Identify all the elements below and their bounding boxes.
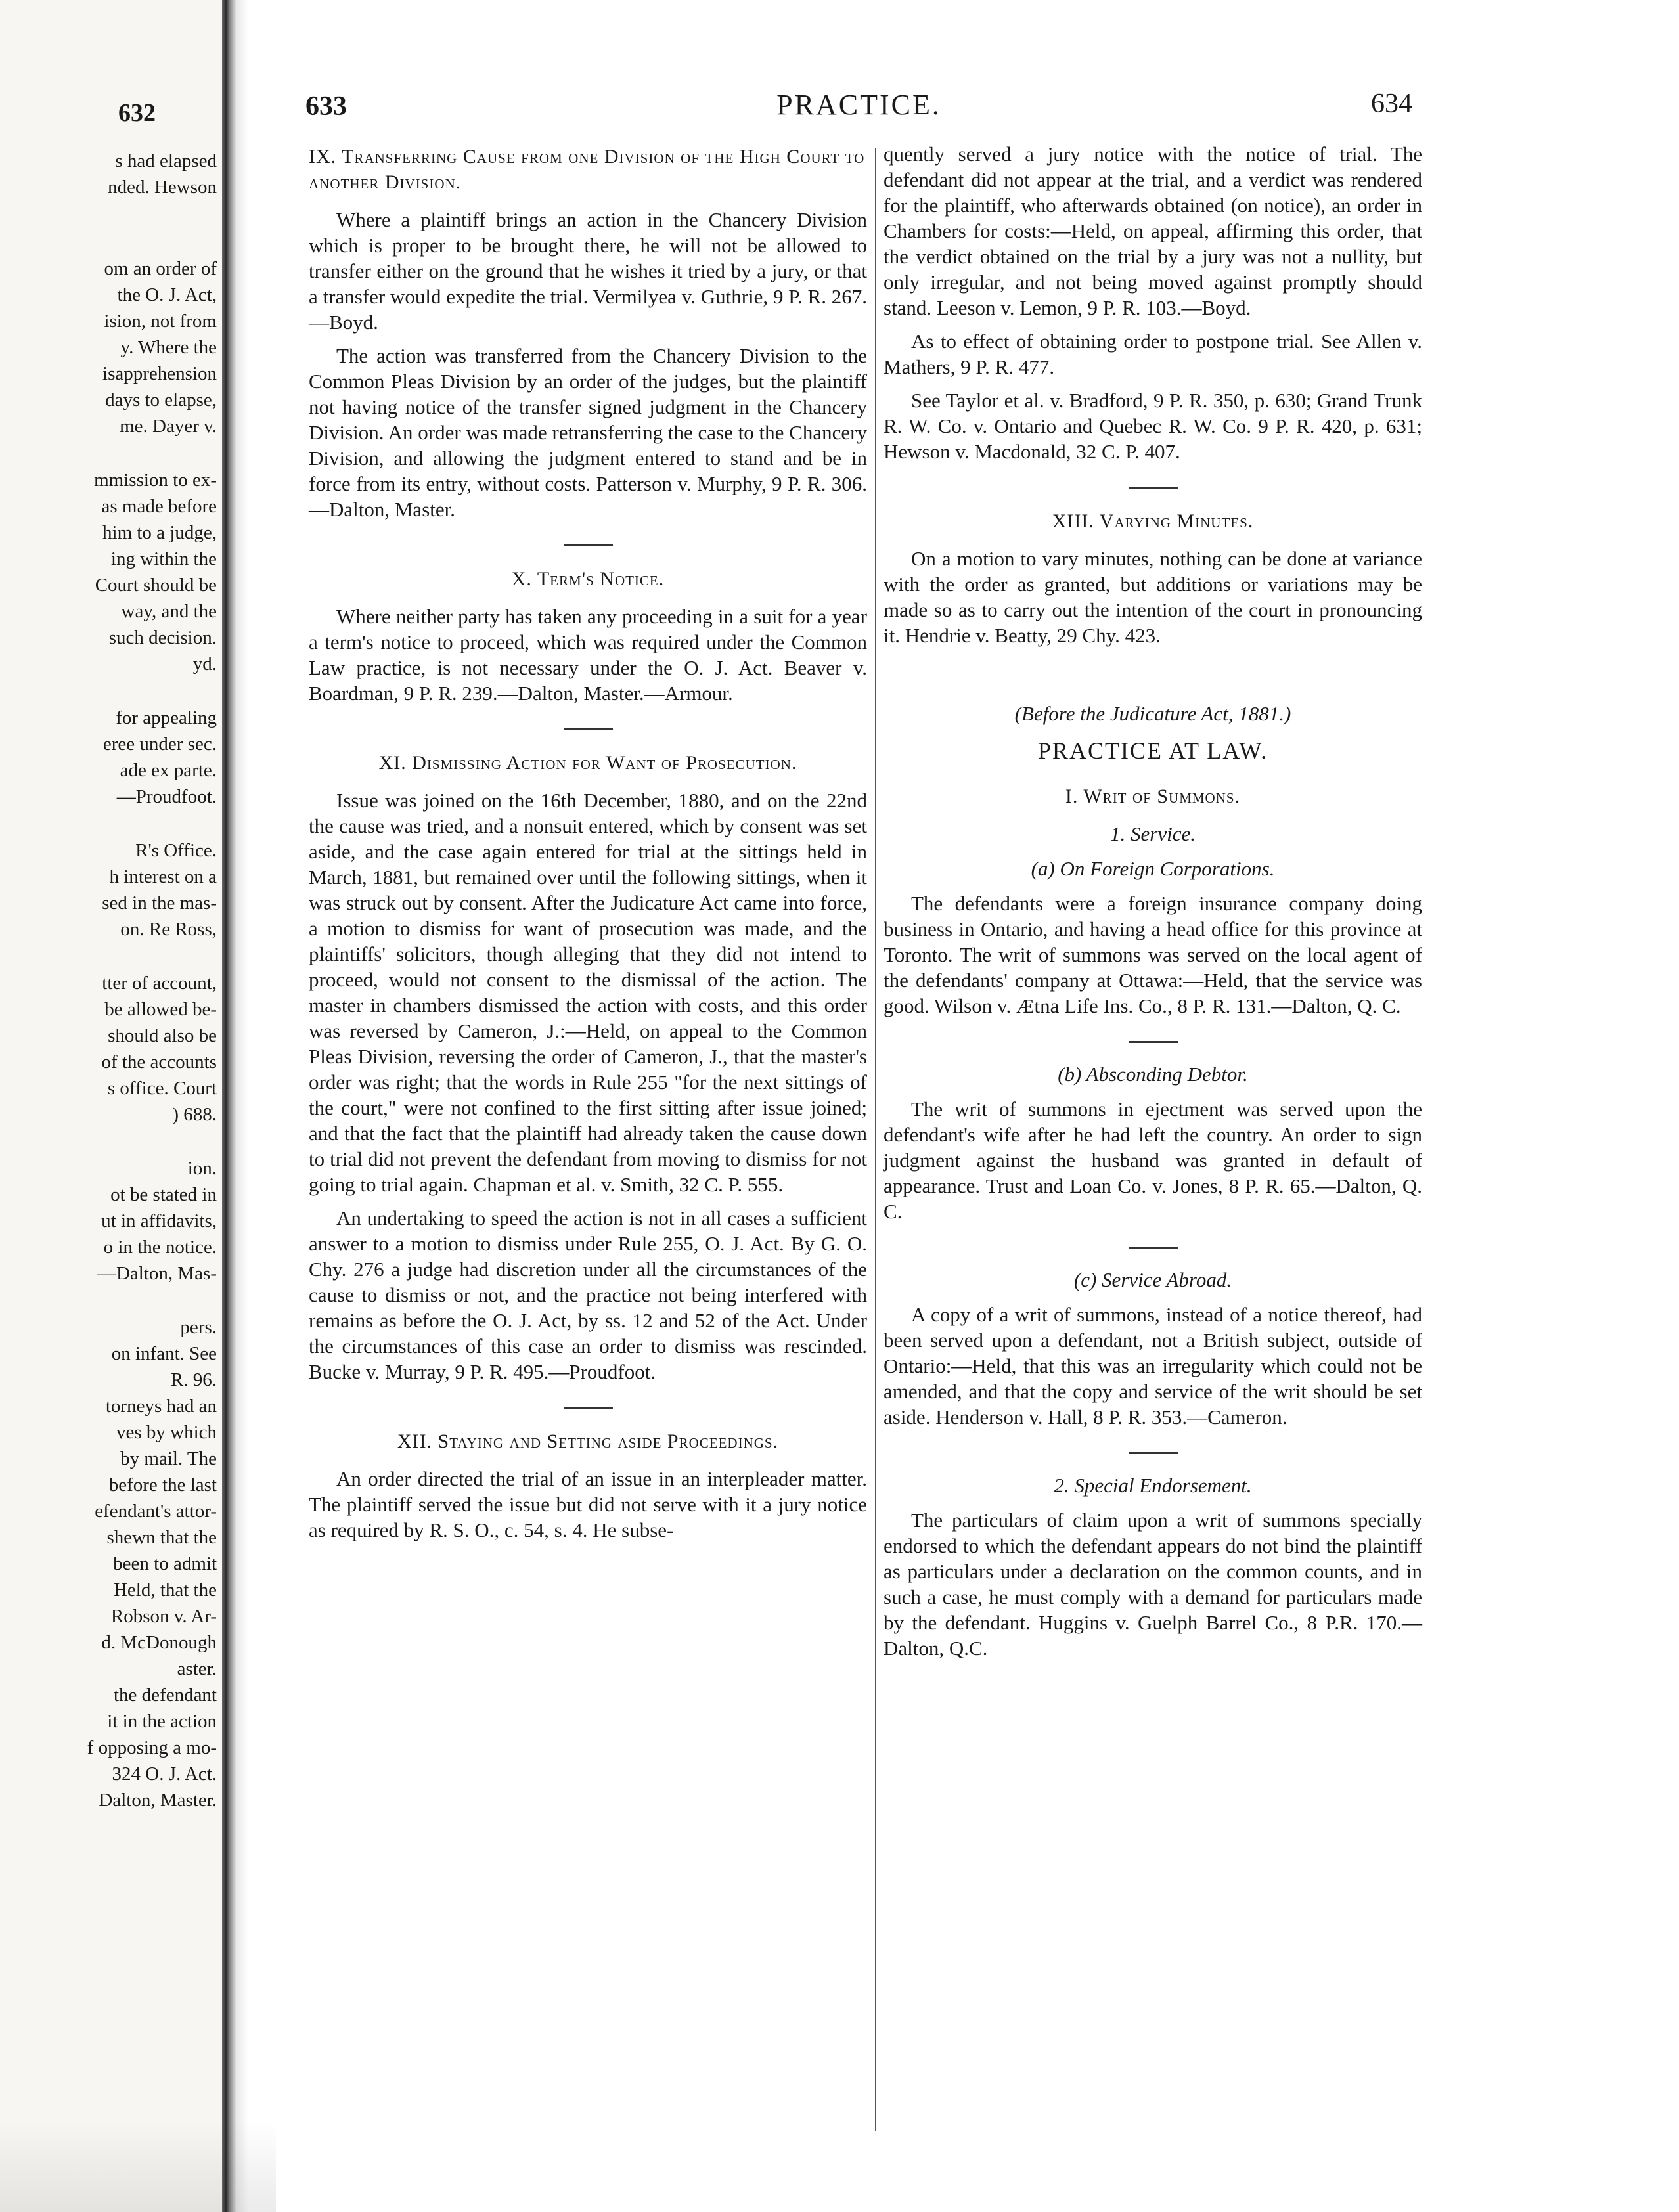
previous-page-line: f opposing a mo- [87,1737,217,1758]
previous-page-line: way, and the [121,601,217,622]
line-gap [0,200,217,228]
line-gap [0,439,217,467]
line-gap [0,942,217,970]
previous-page-line: ade ex parte. [120,760,217,781]
previous-page-line: the O. J. Act, [117,284,217,305]
previous-page-line: ision, not from [104,311,217,332]
previous-page-line: ves by which [116,1422,217,1443]
page-number-right: 634 [1371,89,1412,119]
previous-page-line: pers. [180,1317,217,1338]
line-gap [0,1287,217,1314]
previous-page-line: 324 O. J. Act. [112,1763,217,1784]
paragraph-continued: quently served a jury notice with the notice of trial. The defendant did not appear at the trial, and a verdict was rendered for the plaintiff, who afterwards obtained (on notice), an order in Chambers for costs:—Held, on appeal, affirming this order, that the verdict obtained on the trial by a jury was not a nullity, but only irregular, and not being moved against promptly should stand. Leeson v. Lemon, 9 P. R. 103.—Boyd. [884,143,1422,319]
previous-page-line: om an order of [104,258,217,279]
previous-page-fragment [0,0,223,2212]
previous-page-line: him to a judge, [102,522,217,543]
previous-page-line: —Proudfoot. [116,786,217,807]
previous-page-number: 632 [118,99,156,127]
section-rule [564,1407,613,1409]
page-header [305,91,1412,130]
previous-page-line: yd. [192,653,217,675]
subheading-abroad: (c) Service Abroad. [1073,1268,1232,1291]
previous-page-line: of the accounts [101,1051,217,1073]
section-heading-xii: XII. Staying and Setting aside Proceedings. [397,1430,779,1452]
paragraph: The defendants were a foreign insurance company doing business in Ontario, and having a head office for this province at Toronto. The writ of summons was served on the local agent of the defendants' company at Ottawa:—Held, that the service was good. Wilson v. Ætna Life Ins. Co., 8 P. R. 131.—Dalton, Q. C. [884,892,1422,1017]
previous-page-line: such decision. [108,627,217,648]
previous-page-line: tter of account, [102,973,217,994]
section-rule [1129,487,1178,489]
previous-page-line: the defendant [113,1685,217,1706]
previous-page-line: it in the action [107,1711,217,1732]
previous-page-line: Dalton, Master. [99,1790,217,1811]
subheading-special: 2. Special Endorsement. [1054,1474,1252,1497]
previous-page-line: nded. Hewson [108,177,217,198]
previous-page-line: by mail. The [120,1448,217,1469]
previous-page-line: ot be stated in [110,1184,217,1205]
previous-page-line: aster. [177,1658,217,1679]
previous-page-line: on. Re Ross, [120,919,217,940]
section-rule [1129,1452,1178,1454]
paragraph: Where a plaintiff brings an action in the Chancery Division which is proper to be brought there, he will not be allowed to transfer either on the ground that he wishes it tried by a jury, or that a transfer would expedite the trial. Vermilyea v. Guthrie, 9 P. R. 267.—Boyd. [309,208,867,334]
previous-page-line: days to elapse, [105,389,217,410]
previous-page-line: d. McDonough [101,1632,217,1653]
line-gap [0,228,217,255]
previous-page-line: on infant. See [111,1343,217,1364]
previous-page-line: ut in affidavits, [101,1210,217,1231]
paragraph: On a motion to vary minutes, nothing can be done at variance with the order as granted, but additions or variations may be made so as to carry out the intention of the court in pronouncing it. Hendrie v. Beatty, 29 Chy. 423. [884,547,1422,647]
section-heading-xiii: XIII. Varying Minutes. [1052,510,1254,532]
running-title: PRACTICE. [776,89,941,121]
paragraph: As to effect of obtaining order to postpone trial. See Allen v. Mathers, 9 P. R. 477. [884,330,1422,378]
previous-page-line: o in the notice. [103,1237,217,1258]
previous-page-line: ) 688. [172,1104,217,1125]
previous-page-line: ion. [187,1158,217,1179]
section-rule [1129,1247,1178,1249]
subheading-foreign: (a) On Foreign Corporations. [1031,857,1275,880]
previous-page-line: R. 96. [170,1369,217,1390]
paragraph: The writ of summons in ejectment was served upon the defendant's wife after he had left the country. An order to sign judgment against the husband was granted in default of appearance. Trust and Loan Co. v. Jones, 8 P. R. 65.—Dalton, Q. C. [884,1097,1422,1223]
previous-page-text [0,148,217,1813]
paragraph: An undertaking to speed the action is not in all cases a sufficient answer to a motion to dismiss under Rule 255, O. J. Act. By G. O. Chy. 276 a judge had discretion under all the circumstances of the cause to dismiss or not, and the practice not being interfered with remains as before the O. J. Act, by ss. 12 and 52 of the Act. Under the circumstances of this case an order to dismiss was rescinded. Bucke v. Murray, 9 P. R. 495.—Proudfoot. [309,1206,867,1383]
column-divider [875,148,876,2131]
section-rule [1129,1041,1178,1043]
previous-page-line: before the last [108,1474,217,1495]
previous-page-line: —Dalton, Mas- [97,1263,217,1284]
section-rule [564,728,613,730]
previous-page-line: for appealing [116,707,217,728]
previous-page-line: be allowed be- [104,999,217,1020]
book-gutter [222,0,248,2212]
previous-page-line: mmission to ex- [94,470,217,491]
paragraph: See Taylor et al. v. Bradford, 9 P. R. 350, p. 630; Grand Trunk R. W. Co. v. Ontario and Quebec R. W. Co. 9 P. R. 420, p. 631; Hewson v. Macdonald, 32 C. P. 407. [884,389,1422,463]
previous-page-line: sed in the mas- [102,893,217,914]
previous-page-line: R's Office. [135,840,217,861]
previous-page-line: Robson v. Ar- [110,1606,217,1627]
previous-page-line: isapprehension [102,363,217,384]
line-gap [0,677,217,705]
page-shadow [0,2120,276,2212]
previous-page-line: as made before [101,496,217,517]
right-column [884,141,1422,1669]
paragraph: An order directed the trial of an issue in an interpleader matter. The plaintiff served the issue but did not serve with it a jury notice as required by R. S. O., c. 54, s. 4. He subse- [309,1467,867,1541]
paragraph: Where neither party has taken any proceeding in a suit for a year a term's notice to proceed, which was required under the Common Law practice, is not necessary under the O. J. Act. Beaver v. Boardman, 9 P. R. 239.—Dalton, Master.—Armour. [309,605,867,705]
section-heading-ix: IX. Transferring Cause from one Division of the High Court to another Division. [309,146,865,193]
left-column [309,141,867,1551]
previous-page-line: eree under sec. [102,734,217,755]
subheading-service: 1. Service. [1110,822,1196,845]
previous-page-line: Court should be [95,575,217,596]
section-heading-x: X. Term's Notice. [511,568,665,590]
previous-page-line: h interest on a [109,866,217,887]
line-gap [0,810,217,837]
previous-page-line: me. Dayer v. [120,416,217,437]
previous-page-line: efendant's attor- [95,1501,217,1522]
section-heading-xi: XI. Dismissing Action for Want of Prosecution. [378,752,797,774]
subheading-practice-at-law: PRACTICE AT LAW. [1037,738,1268,764]
line-gap [0,1128,217,1155]
previous-page-line: been to admit [113,1553,217,1574]
spacer [884,656,1422,696]
page-number-left: 633 [305,91,347,122]
subheading-absconding: (b) Absconding Debtor. [1058,1063,1248,1086]
section-rule [564,544,613,546]
previous-page-line: y. Where the [120,337,217,358]
paragraph: A copy of a writ of summons, instead of a notice thereof, had been served upon a defendant, not a British subject, outside of Ontario:—Held, that this was an irregularity which could not be amended, and that the copy and service of the writ should be set aside. Henderson v. Hall, 8 P. R. 353.—Cameron. [884,1303,1422,1428]
previous-page-line: ing within the [110,548,217,569]
previous-page-line: s office. Court [107,1078,217,1099]
subheading-before-act: (Before the Judicature Act, 1881.) [1014,702,1291,725]
previous-page-line: Held, that the [113,1580,217,1601]
previous-page-line: s had elapsed [115,150,217,171]
paragraph: The particulars of claim upon a writ of summons specially endorsed to which the defendant appears do not bind the plaintiff as particulars under a declaration on the common counts, and in such a case, he must comply with a demand for particulars made by the defendant. Huggins v. Guelph Barrel Co., 8 P.R. 170.—Dalton, Q.C. [884,1509,1422,1660]
previous-page-line: torneys had an [105,1396,217,1417]
previous-page-line: should also be [108,1025,217,1046]
section-heading-writ: I. Writ of Summons. [1065,785,1241,807]
previous-page-line: shewn that the [106,1527,217,1548]
paragraph: The action was transferred from the Chancery Division to the Common Pleas Division by an order of the judges, but the plaintiff not having notice of the transfer signed judgment in the Chancery Division. An order was made retransferring the case to the Chancery Division, and allowing the judgment entered to stand and be in force from its entry, without costs. Patterson v. Murphy, 9 P. R. 306.—Dalton, Master. [309,344,867,521]
paragraph: Issue was joined on the 16th December, 1880, and on the 22nd the cause was tried, and a nonsuit entered, which by consent was set aside, and the case again entered for trial at the sittings held in March, 1881, but remained over until the following sittings, when it was struck out by consent. After the Judicature Act came into force, a motion to dismiss for want of prosecution was made, and the plaintiffs' solicitors, though alleging that they did not intend to proceed, would not consent to the dismissal of the action. The master in chambers dismissed the action with costs, and this order was reversed by Cameron, J.:—Held, on appeal to the Common Pleas Division, reversing the order of Cameron, J., that the master's order was right; that the words in Rule 255 "for the next sittings of the court," were not confined to the first sitting after issue joined; and that the fact that the plaintiff had already taken the cause down to trial did not prevent the defendant from moving to dismiss for not going to trial again. Chapman et al. v. Smith, 32 C. P. 555. [309,789,867,1196]
